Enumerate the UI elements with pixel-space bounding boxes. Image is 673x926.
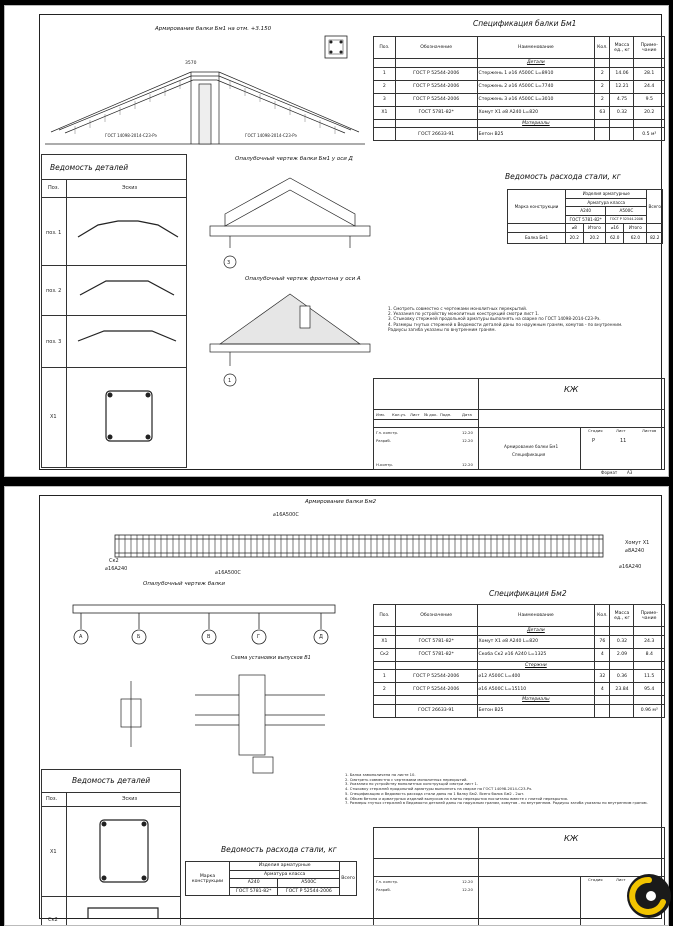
steel2-table: [185, 861, 357, 896]
stamp-date: 12.20: [462, 879, 473, 884]
detail-pos: поз. 2: [46, 288, 62, 294]
cell: 20.2: [583, 232, 606, 243]
brace-label: Ск2: [109, 558, 119, 564]
stamp-role: Гл. констр.: [376, 430, 399, 435]
table-row: [374, 683, 665, 696]
table-row: [374, 704, 665, 717]
note: 1. Балка замоноличена на листе 10.: [345, 773, 416, 777]
spec-table: [373, 36, 665, 141]
steel-header: Всего: [340, 862, 357, 896]
cell: 0.32: [610, 635, 634, 648]
section2-drawing: [55, 677, 165, 757]
axis-label: В: [207, 634, 211, 640]
formwork-d-drawing: [190, 164, 390, 274]
cell: 2: [595, 67, 610, 80]
steel-table: [507, 189, 663, 244]
stamp-col: Дата: [462, 412, 472, 417]
doc-code: КЖ: [564, 385, 579, 394]
table-row: [374, 128, 665, 141]
format-value: А3: [627, 470, 633, 475]
cell: 0.96 м³: [634, 704, 665, 717]
spec2-title: Спецификация Бм2: [489, 589, 567, 598]
cell: ГОСТ 5781-82*: [395, 648, 477, 661]
cell: 2: [595, 80, 610, 93]
spec-header: Поз.: [374, 605, 396, 627]
cell: 24.3: [634, 635, 665, 648]
cell: Стержень 2 ⌀16 А500С L=7740: [477, 80, 595, 93]
title-block-2: [373, 827, 665, 926]
cell: 4: [595, 648, 610, 661]
reinforcement2-title: Армирование балки Бм2: [305, 499, 377, 505]
cell: 14.06: [610, 67, 634, 80]
cell: Ск2: [374, 648, 396, 661]
note: 2. Указания по устройству монолитных конструкций смотри лист 1.: [388, 311, 540, 317]
spec-header: Обозначение: [395, 605, 477, 627]
beam2-drawing: [105, 517, 625, 567]
table-row: [508, 232, 663, 243]
steel-header: Арматура класса: [566, 198, 647, 207]
stamp-date: 12.20: [462, 462, 473, 467]
title-block: [373, 378, 665, 470]
formwork-gable-title: Опалубочный чертеж фронтона у оси А: [245, 276, 361, 282]
formwork-gable-drawing: [190, 284, 390, 394]
steel-header: Итого: [583, 224, 606, 233]
cell: 1: [374, 670, 396, 683]
cell: Стержень 3 ⌀16 А500С L=3010: [477, 93, 595, 106]
stamp-col: Изм.: [376, 412, 385, 417]
spec-header: Наименование: [477, 605, 595, 627]
doc-code: КЖ: [564, 834, 579, 843]
cell: [374, 128, 396, 141]
cell: 12.21: [610, 80, 634, 93]
steel-header: А240: [230, 879, 278, 888]
steel-header: ГОСТ 5781-82*: [230, 887, 278, 896]
cell: 2: [374, 80, 396, 93]
axis-label: А: [79, 634, 83, 640]
table-row: [374, 635, 665, 648]
steel-header: ГОСТ 5781-82*: [566, 215, 606, 224]
svg-text:1: 1: [228, 378, 232, 384]
details-header-pos: Поз.: [46, 796, 58, 802]
steel-header: А240: [566, 207, 606, 216]
format-label: Формат: [601, 470, 618, 475]
details-header-sketch: Эскиз: [122, 796, 138, 802]
cell: 28.1: [634, 67, 665, 80]
cell: 0.36: [610, 670, 634, 683]
cell: ГОСТ 5781-82*: [395, 106, 477, 119]
spec-header: Наименование: [477, 37, 595, 59]
note: Радиусы загиба указаны по внутренним граням.: [388, 326, 496, 332]
note: 6. Объем бетона и арматурных изделий выпусков на плиты перекрытия посчитаны вместе с плитой перекрытия.: [345, 796, 569, 801]
details-list: [41, 154, 187, 468]
drawing-sheet-1: [4, 5, 669, 477]
stamp-sheet-h: Лист: [616, 428, 626, 433]
table-row: [374, 106, 665, 119]
spec-section: Материалы: [477, 696, 595, 705]
note: 4. Стыковку стержней продольной арматуры выполнять на сварке по ГОСТ 14098-2014-С23-Рэ.: [345, 787, 533, 792]
cell: Стержень 1 ⌀16 А500С L=8910: [477, 67, 595, 80]
spec-header: Поз.: [374, 37, 396, 59]
cell: Х1: [374, 635, 396, 648]
drawing-sheet-2: [4, 486, 669, 926]
stamp-role: Н.контр.: [376, 462, 393, 467]
table-row: [374, 67, 665, 80]
cell: ГОСТ 5781-82*: [395, 635, 477, 648]
spec-header: Кол.: [595, 605, 610, 627]
cell: 62.0: [606, 232, 624, 243]
steel-header: А500С: [606, 207, 647, 216]
cell: [595, 704, 610, 717]
spec-section: Детали: [477, 627, 595, 636]
brace-d-label-left: ⌀16А240: [105, 566, 128, 572]
stamp-col: Кол.уч.: [392, 412, 407, 417]
cell: 95.4: [634, 683, 665, 696]
stamp-col: Подп.: [440, 412, 452, 417]
note: 2. Смотреть совместно с чертежами монолитных перекрытий.: [345, 777, 468, 782]
spec-header: Обозначение: [395, 37, 477, 59]
section-detail: [315, 26, 359, 70]
table-row: [374, 648, 665, 661]
spec-section: Детали: [477, 59, 595, 68]
note: 1. Смотреть совместно с чертежами монолитных перекрытий.: [388, 306, 528, 311]
cell: 2.09: [610, 648, 634, 661]
reinforcement-title: Армирование балки Бм1 на отм. +3.150: [155, 26, 272, 32]
details-title: Ведомость деталей: [72, 776, 151, 785]
steel-header: Арматура класса: [230, 870, 340, 879]
steel-header: ГОСТ Р 52544-2006: [278, 887, 340, 896]
formwork2-drawing: [69, 591, 349, 651]
steel-header: Итого: [624, 224, 647, 233]
cell: ГОСТ 26633-91: [395, 704, 477, 717]
svg-text:ГОСТ 14098-2014-С23-Рэ: ГОСТ 14098-2014-С23-Рэ: [105, 133, 157, 138]
hoop-d-label: ⌀8А240: [625, 548, 645, 554]
cell: 3: [374, 93, 396, 106]
spec-section: Стержни: [477, 661, 595, 670]
table-row: [374, 93, 665, 106]
cell: ГОСТ Р 52544-2006: [395, 80, 477, 93]
steel-header: Марка конструкции: [508, 190, 566, 224]
scheme-title: Схема установки выпусков В1: [231, 655, 311, 661]
stamp-col: Лист: [410, 412, 420, 417]
cell: 63: [595, 106, 610, 119]
cell: Скоба Ск2 ⌀16 А240 L=1325: [477, 648, 595, 661]
steel-header: А500С: [278, 879, 340, 888]
stamp-col: № док.: [424, 412, 438, 417]
cell: Бетон В25: [477, 704, 595, 717]
stamp-date: 12.20: [462, 438, 473, 443]
stamp-stage-h: Стадия: [588, 428, 603, 433]
steel-header: Марка конструкции: [186, 862, 230, 896]
steel-header: Изделия арматурные: [566, 190, 647, 199]
detail-pos: Ск2: [48, 917, 58, 923]
note: 3. Указания по устройству монолитных конструкций смотри лист 1.: [345, 782, 479, 787]
svg-text:3570: 3570: [185, 61, 197, 66]
steel-header: Всего: [647, 190, 663, 224]
stamp-sheet-h: Лист: [616, 877, 626, 882]
hoop-label: Хомут Х1: [625, 540, 650, 546]
steel-header: ГОСТ Р 52544-2006: [606, 215, 647, 224]
stamp-sheets-h: Листов: [642, 428, 657, 433]
note: 5. Спецификацию и Ведомость расхода стали даны на 1 балку Бм2. Всего балок Бм2 - 2шт.: [345, 791, 525, 796]
spec-header: Масса ед., кг: [610, 37, 634, 59]
cell: 0.32: [610, 106, 634, 119]
steel2-title: Ведомость расхода стали, кг: [221, 845, 337, 854]
cell: ⌀16 А500С L=15110: [477, 683, 595, 696]
cell: Бетон В25: [477, 128, 595, 141]
spec-header: Приме-чание: [634, 37, 665, 59]
cell: 76: [595, 635, 610, 648]
cell: 24.4: [634, 80, 665, 93]
svg-text:3: 3: [227, 260, 231, 266]
cell: Хомут Х1 ⌀8 А240 L=820: [477, 106, 595, 119]
cell: ⌀12 А500С L=400: [477, 670, 595, 683]
details-list-2: [41, 769, 181, 926]
detail-sketches-2: [68, 808, 180, 926]
spec2-table: [373, 604, 665, 718]
stamp-role: Разраб.: [376, 438, 391, 443]
note: 7. Размеры гнутых стержней в Ведомости деталей даны по наружным граням, хомутов - по внутренним. Радиусы загиба указаны по внутренним граням.: [345, 801, 648, 806]
axis-label: Г: [257, 634, 261, 640]
cell: 9.5: [634, 93, 665, 106]
cell: 20.2: [634, 106, 665, 119]
formwork2-title: Опалубочный чертеж балки: [143, 581, 225, 587]
steel-header: ⌀16: [606, 224, 624, 233]
detail-sketches: [68, 199, 186, 467]
bar-bot-label: ⌀16А500С: [215, 570, 241, 576]
cell: Хомут Х1 ⌀8 А240 L=820: [477, 635, 595, 648]
scheme-drawing: [195, 665, 355, 775]
cell: 4: [595, 683, 610, 696]
stamp-date: 12.20: [462, 430, 473, 435]
detail-pos: Х1: [50, 849, 57, 855]
details-header-sketch: Эскиз: [122, 185, 138, 191]
stamp-title: Спецификация: [512, 452, 546, 457]
cell: [610, 704, 634, 717]
app-logo-icon: [625, 872, 673, 920]
cell: 11.5: [634, 670, 665, 683]
cell: Х1: [374, 106, 396, 119]
cell: 0.5 м³: [634, 128, 665, 141]
cell: ГОСТ 26633-91: [395, 128, 477, 141]
cell: ГОСТ Р 52544-2006: [395, 670, 477, 683]
detail-pos: Х1: [50, 414, 57, 420]
brace-d-label: ⌀16А240: [619, 564, 642, 570]
cell: Балка Бм1: [508, 232, 566, 243]
stamp-role: Разраб.: [376, 887, 391, 892]
spec-section: Материалы: [477, 119, 595, 128]
stamp-stage-h: Стадия: [588, 877, 603, 882]
notes-block: [388, 306, 658, 332]
cell: 2: [374, 683, 396, 696]
note: 4. Размеры гнутых стержней в Ведомости деталей даны по наружным граням, хомутов - по внутренним.: [388, 321, 623, 327]
steel-header: Изделия арматурные: [230, 862, 340, 871]
spec-title: Спецификация балки Бм1: [473, 19, 577, 28]
cell: ГОСТ Р 52544-2006: [395, 683, 477, 696]
cell: [595, 128, 610, 141]
stamp-sheet: 11: [620, 438, 627, 444]
axis-label: Д: [319, 634, 323, 640]
cell: 1: [374, 67, 396, 80]
cell: 82.2: [647, 232, 663, 243]
cell: 32: [595, 670, 610, 683]
steel-header: ⌀8: [566, 224, 584, 233]
stamp-stage: Р: [592, 438, 596, 444]
notes-block: [345, 773, 665, 806]
svg-text:ГОСТ 14098-2014-С23-Рэ: ГОСТ 14098-2014-С23-Рэ: [245, 133, 297, 138]
cell: 8.4: [634, 648, 665, 661]
cell: [374, 704, 396, 717]
stamp-title: Армирование балки Бм1: [504, 444, 559, 449]
detail-pos: поз. 1: [46, 230, 62, 236]
axis-label: Б: [137, 634, 141, 640]
cell: 62.0: [624, 232, 647, 243]
cell: ГОСТ Р 52544-2006: [395, 67, 477, 80]
cell: 4.75: [610, 93, 634, 106]
table-row: [374, 80, 665, 93]
table-row: [374, 670, 665, 683]
spec-header: Приме-чание: [634, 605, 665, 627]
steel-title: Ведомость расхода стали, кг: [505, 172, 621, 181]
cell: 20.2: [566, 232, 584, 243]
details-title: Ведомость деталей: [50, 163, 129, 172]
stamp-date: 12.20: [462, 887, 473, 892]
spec-header: Масса ед., кг: [610, 605, 634, 627]
cell: 23.84: [610, 683, 634, 696]
formwork-d-title: Опалубочный чертеж балки Бм1 у оси Д: [235, 156, 353, 162]
details-header-pos: Поз.: [48, 185, 60, 191]
detail-pos: поз. 3: [46, 339, 62, 345]
cell: 2: [595, 93, 610, 106]
cell: [610, 128, 634, 141]
stamp-role: Гл. констр.: [376, 879, 399, 884]
spec-header: Кол.: [595, 37, 610, 59]
note: 3. Стыковку стержней продольной арматуры выполнять на сварке по ГОСТ 14098-2014-С23-Рэ.: [388, 316, 601, 322]
bar-top-label: ⌀16А500С: [273, 512, 299, 518]
cell: ГОСТ Р 52544-2006: [395, 93, 477, 106]
